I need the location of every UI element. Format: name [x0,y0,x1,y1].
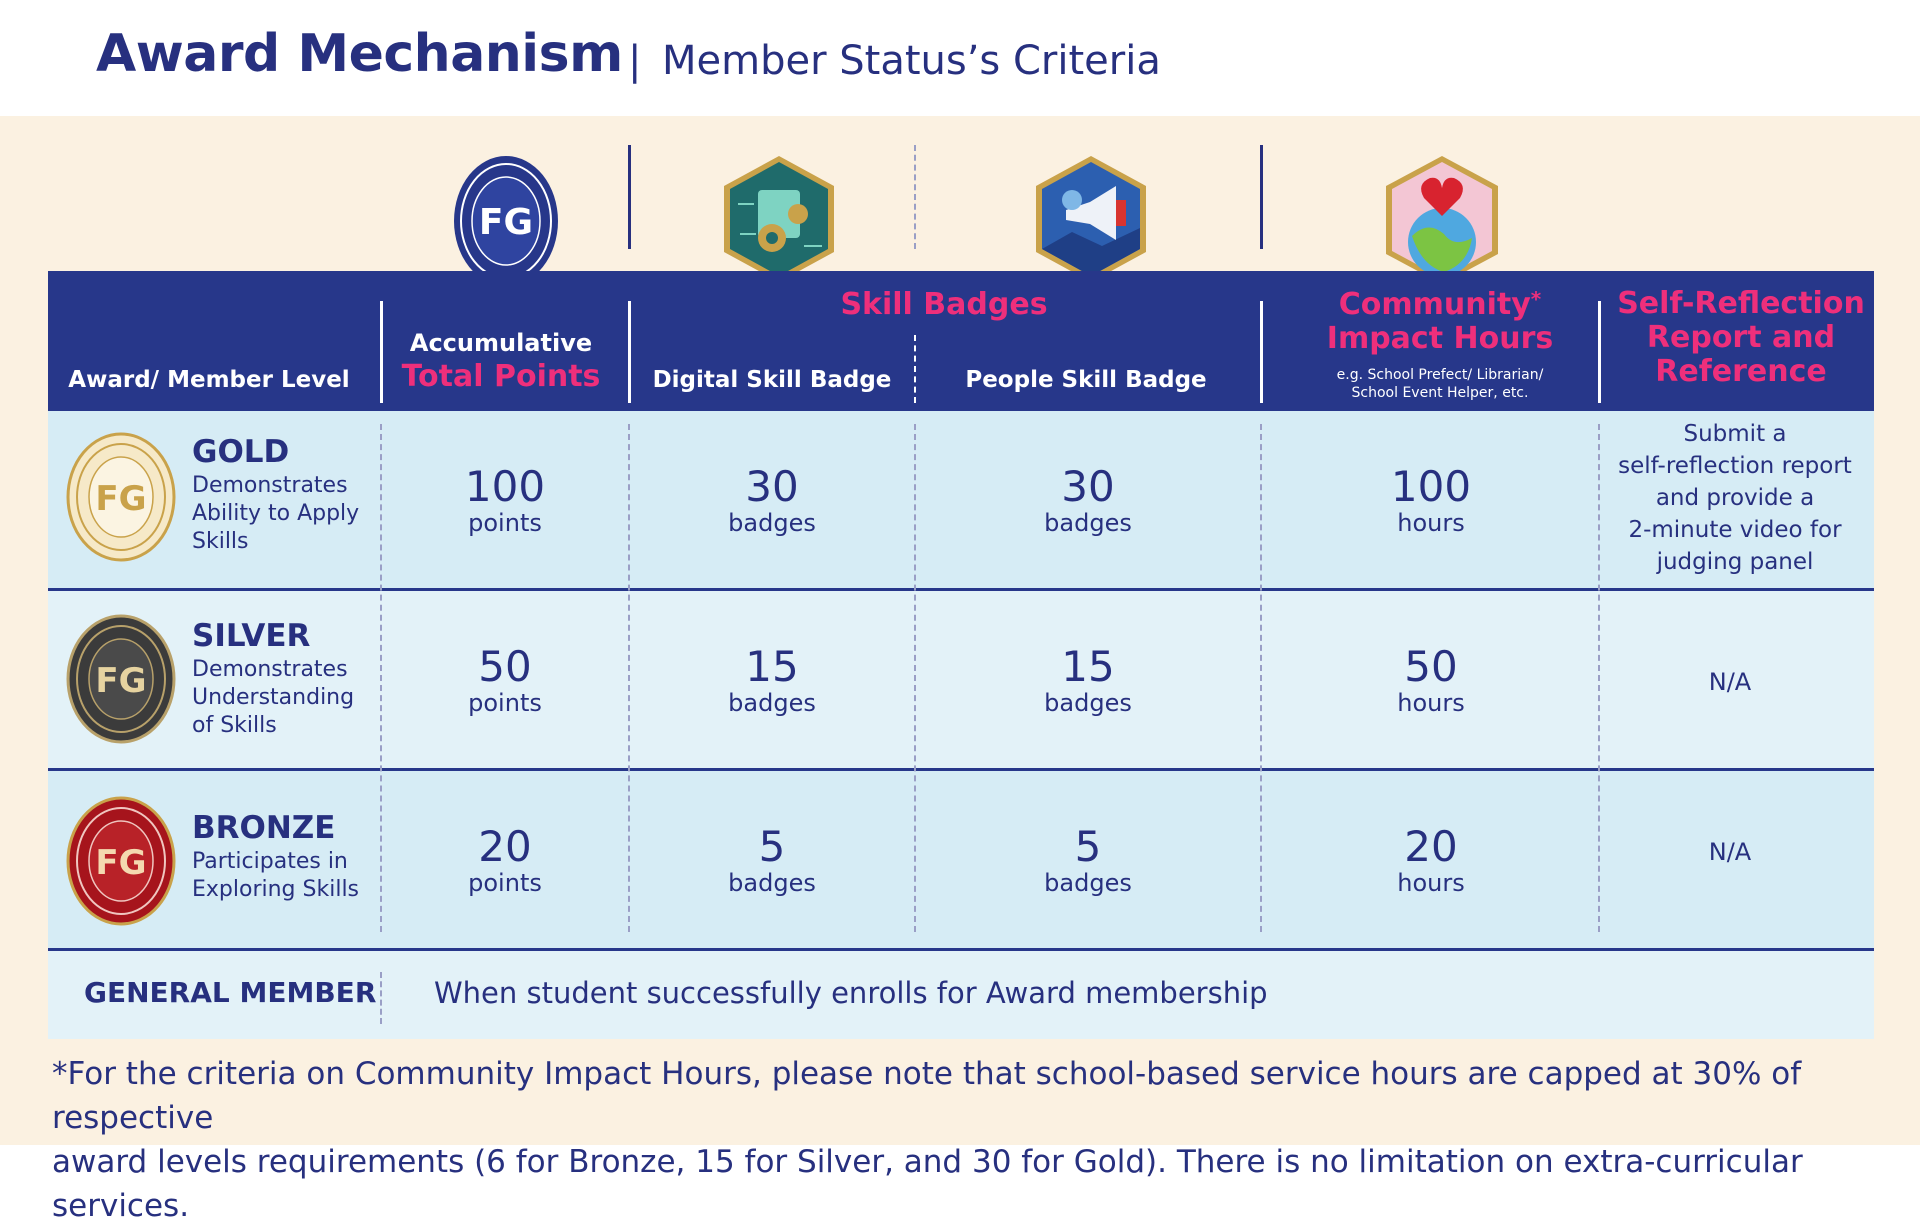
bronze-digital [630,824,914,896]
header-divider [1260,301,1263,403]
gold-digital-value: 30 [745,462,799,511]
table-header [48,271,1874,411]
medal-letters: FG [95,661,147,701]
silver-reflection: N/A [1708,668,1752,696]
medal-letters: FG [95,843,147,883]
bronze-level-desc [192,848,359,904]
silver-people [916,644,1260,716]
gold-reflection-line: and provide a [1655,485,1815,511]
bronze-points-unit: points [468,869,542,897]
gold-reflection-line: self-reflection report [1618,453,1852,479]
header-reflection-line1: Self-Reflection [1617,286,1865,321]
general-member-text: When student successfully enrolls for Award membership [434,976,1268,1010]
page-subtitle: Member Status’s Criteria [662,38,1161,84]
header-reflection-line2: Report and [1646,320,1836,355]
community-title: Community [1338,287,1531,322]
bronze-people-unit: badges [1044,869,1132,897]
column-divider-dashed [914,145,916,249]
header-community-line2: Impact Hours [1326,321,1554,356]
gold-reflection-line: judging panel [1656,549,1814,575]
bronze-desc-line: Exploring Skills [192,877,360,902]
silver-points-unit: points [468,689,542,717]
gold-level-name: GOLD [192,434,290,470]
column-divider [628,145,631,249]
silver-points [380,644,630,716]
body-divider [1260,424,1262,932]
bronze-hours [1262,824,1600,896]
gold-hours [1262,464,1600,536]
gold-hours-value: 100 [1390,462,1472,511]
gold-medal-icon [66,432,176,566]
gold-hours-unit: hours [1397,509,1465,537]
bronze-digital-unit: badges [728,869,816,897]
gold-people [916,464,1260,536]
bronze-digital-value: 5 [758,822,786,871]
gold-desc-line: Ability to Apply [192,501,360,526]
header-reflection [1608,287,1874,389]
body-divider [380,424,382,932]
header-divider [380,301,383,403]
digital-skill-badge-icon [720,154,838,288]
bronze-level-name: BRONZE [192,810,336,846]
silver-desc-line: of Skills [192,713,277,738]
silver-level-desc [192,656,354,740]
footnote [52,1052,1882,1228]
footnote-line1: *For the criteria on Community Impact Hours, please note that school-based service hours are capped at 30% of respective [52,1056,1802,1136]
header-points-line1: Accumulative [409,329,593,357]
header-community-line1 [1262,287,1618,322]
header-community-note-line2: School Event Helper, etc. [1351,385,1529,401]
silver-people-unit: badges [1044,689,1132,717]
silver-desc-line: Demonstrates [192,657,348,682]
medal-letters: FG [95,479,147,519]
page-title: Award Mechanism [96,24,623,84]
header-divider [1598,301,1601,403]
community-heart-globe-badge-icon [1382,154,1502,290]
silver-hours-unit: hours [1397,689,1465,717]
gold-people-unit: badges [1044,509,1132,537]
gold-digital [630,464,914,536]
silver-level-name: SILVER [192,618,311,654]
body-divider [914,424,916,932]
title-separator: | [628,38,642,84]
header-divider-dashed [914,335,916,403]
general-divider [380,972,382,1024]
general-member-label: GENERAL MEMBER [84,976,377,1009]
column-divider [1260,145,1263,249]
bronze-reflection: N/A [1708,838,1752,866]
bronze-medal-icon [66,796,176,930]
bronze-points-value: 20 [478,822,532,871]
silver-hours-value: 50 [1404,642,1458,691]
bronze-points [380,824,630,896]
bronze-people [916,824,1260,896]
bronze-people-value: 5 [1074,822,1102,871]
gold-desc-line: Demonstrates [192,473,348,498]
header-digital: Digital Skill Badge [652,367,892,393]
silver-digital-value: 15 [745,642,799,691]
footnote-line2: award levels requirements (6 for Bronze, 15 for Silver, and 30 for Gold). There is no limitation on extra-curricular services. [52,1144,1803,1224]
bronze-hours-unit: hours [1397,869,1465,897]
gold-reflection-line: Submit a [1683,421,1787,447]
silver-medal-icon [66,614,176,748]
silver-points-value: 50 [478,642,532,691]
gold-people-value: 30 [1061,462,1115,511]
gold-level-desc [192,472,359,556]
gold-points-unit: points [468,509,542,537]
silver-digital [630,644,914,716]
gold-desc-line: Skills [192,529,249,554]
header-level: Award/ Member Level [68,367,350,393]
header-community-note-line1: e.g. School Prefect/ Librarian/ [1336,367,1544,383]
people-skill-badge-icon [1032,154,1150,288]
header-points-line2: Total Points [401,359,601,394]
silver-desc-line: Understanding [192,685,355,710]
bronze-desc-line: Participates in [192,849,348,874]
silver-digital-unit: badges [728,689,816,717]
silver-hours [1262,644,1600,716]
header-reflection-line3: Reference [1655,354,1827,389]
gold-points-value: 100 [464,462,546,511]
silver-people-value: 15 [1061,642,1115,691]
gold-digital-unit: badges [728,509,816,537]
gold-reflection-line: 2-minute video for [1628,517,1842,543]
bronze-hours-value: 20 [1404,822,1458,871]
header-people: People Skill Badge [965,367,1207,393]
header-skill-badges: Skill Badges [840,287,1048,322]
gold-reflection [1600,418,1870,578]
header-divider [628,301,631,403]
emblem-letters: FG [478,202,534,243]
body-divider [628,424,630,932]
body-divider [1598,424,1600,932]
community-asterisk: * [1530,287,1542,311]
title-bar [0,0,1920,116]
gold-points [380,464,630,536]
